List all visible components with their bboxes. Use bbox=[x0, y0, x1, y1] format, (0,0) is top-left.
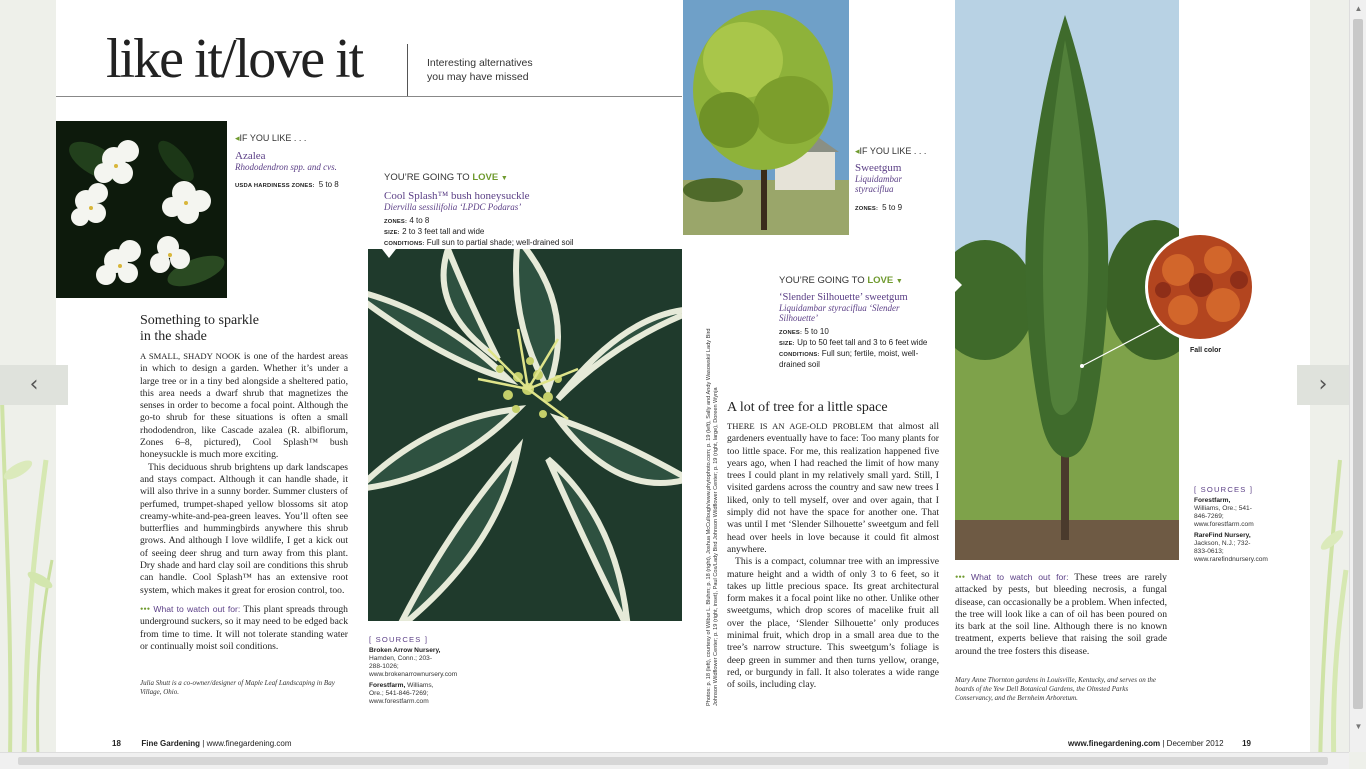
azalea-botanical: Rhododendron spp. and cvs. bbox=[235, 162, 337, 172]
fall-color-caption: Fall color bbox=[1190, 347, 1222, 354]
slender-silhouette-callout bbox=[779, 275, 939, 370]
arrow-down-icon: ▼ bbox=[1354, 722, 1363, 731]
title-divider bbox=[407, 44, 408, 96]
size-value: Up to 50 feet tall and 3 to 6 feet wide bbox=[797, 338, 928, 347]
going-to-love-label: YOU’RE GOING TO bbox=[384, 172, 470, 183]
zones-value: 4 to 8 bbox=[409, 216, 430, 225]
pointer-left-icon: ◂ bbox=[855, 146, 860, 156]
slender-botanical: Liquidambar styraciflua ‘Slender Silhouette’ bbox=[779, 303, 900, 323]
sweetgum-photo bbox=[683, 0, 849, 235]
header-rule bbox=[56, 96, 682, 97]
right-article-body bbox=[727, 420, 939, 692]
sweetgum-callout bbox=[855, 146, 951, 215]
horizontal-scrollbar[interactable] bbox=[0, 752, 1349, 769]
honeysuckle-name: Cool Splash™ bush honeysuckle bbox=[384, 190, 530, 202]
chevron-left-icon: ‹ bbox=[29, 372, 39, 397]
section-subtitle bbox=[427, 57, 533, 84]
love-label: LOVE bbox=[867, 275, 894, 286]
vertical-scrollbar[interactable] bbox=[1349, 0, 1366, 752]
photo-pointer bbox=[382, 249, 396, 258]
zones-value: 5 to 10 bbox=[804, 327, 829, 336]
if-you-like-label: IF YOU LIKE . . . bbox=[239, 133, 307, 143]
subtitle-line-1: Interesting alternatives bbox=[427, 57, 533, 69]
left-folio bbox=[112, 739, 292, 748]
size-label: SIZE: bbox=[779, 341, 795, 347]
left-article-body bbox=[140, 350, 348, 653]
zones-label: USDA HARDINESS ZONES: bbox=[235, 183, 315, 189]
next-page-button[interactable] bbox=[1297, 365, 1349, 405]
pointer-left-icon: ◂ bbox=[235, 133, 240, 143]
photo-credits: Photos: p. 18 (left), courtesy of Wilbur L. Bluhm; p. 18 (right), Joshua McCullough/www.phytophoto.com; p. 19 (left), Sally and Andy Wasowski/ Lady Bird Johnson Wildflower Center; p. 19 (right, inset), Paul Cox/Lady Bird Johnson Wildflower Center; p. 19 (right, large), Doreen Wynja bbox=[706, 328, 719, 706]
conditions-value: Full sun to partial shade; well-drained soil bbox=[426, 238, 574, 247]
grass-decoration-right bbox=[1310, 420, 1350, 768]
scroll-thumb[interactable] bbox=[1353, 19, 1363, 709]
pointer-down-icon: ▼ bbox=[500, 175, 508, 182]
page-number: 18 bbox=[112, 739, 121, 748]
right-sources bbox=[1194, 485, 1268, 564]
issue-date: | December 2012 bbox=[1160, 739, 1224, 748]
conditions-label: CONDITIONS: bbox=[779, 352, 820, 358]
paragraph-1: that almost all gardeners eventually have to face: Too many plants for too little space. For me, this realization happened five years ago, when I had reached the limit of how many trees I could plant in my relatively small yard. Still, I visited gardens across the country and saw new trees I liked, only to tell myself, over and over again, that I simply did not have the space for another one. That was until I met ‘Slender Silhouette’ sweetgum and fell head over heels in love because it could fit almost anywhere. bbox=[727, 421, 939, 555]
magazine-name: Fine Gardening bbox=[141, 739, 201, 748]
source-info: Jackson, N.J.; 732-833-0613; www.rarefindnursery.com bbox=[1194, 540, 1268, 563]
paragraph-2: This deciduous shrub brightens up dark landscapes and stays compact. Although it can handle shade, it will also thrive in a sunny border. Summer clusters of perfumed, trumpet-shaped yellow blossoms sit atop creamy-white-and-pea-green leaves. You’ll often see butterflies and hummingbirds anywhere this shrub grows. And although I love wildlife, I get a kick out of seeing deer shrug and turn away from this plant. Dry shade and hard clay soil are conditions this shrub can handle. Cool Splash™ has an extensive root system, which makes it great for erosion control, too. bbox=[140, 461, 348, 596]
going-to-love-label: YOU’RE GOING TO bbox=[779, 275, 865, 286]
watch-text: This plant spreads through underground suckers, so it may need to be edged back from time to time. It will not tolerate standing water or continually moist soil conditions. bbox=[140, 603, 348, 652]
lead-in: A SMALL, SHADY NOOK bbox=[140, 351, 241, 361]
zones-label: ZONES: bbox=[779, 330, 803, 336]
azalea-name: Azalea bbox=[235, 150, 266, 162]
scroll-up-button[interactable] bbox=[1350, 0, 1366, 17]
if-you-like-label: IF YOU LIKE . . . bbox=[859, 146, 927, 156]
zones-label: ZONES: bbox=[855, 206, 879, 212]
left-byline: Julia Shutt is a co-owner/designer of Maple Leaf Landscaping in Bay Village, Ohio. bbox=[140, 679, 335, 696]
honeysuckle-botanical: Diervilla sessilifolia ‘LPDC Podaras’ bbox=[384, 202, 522, 212]
zones-value: 5 to 9 bbox=[882, 203, 903, 212]
page-number: 19 bbox=[1242, 739, 1251, 748]
paragraph-2: This is a compact, columnar tree with an impressive mature height and a width of only 3 to 6 feet, so it takes up little precious space. Its great architectural form makes it a focal point like no other. Unlike other sweetgums, which drop scores of macelike fruit all over the place, ‘Slender Silhouette’ only produces minimal fruit, which drop in a small area due to the tree’s narrow structure. This sweetgum’s foliage is deep green in summer and then turns yellow, orange, red, or burgundy in fall. It also tolerates a wide range of soils, including clay. bbox=[727, 556, 939, 691]
right-watch-out bbox=[955, 571, 1167, 658]
left-sources bbox=[369, 635, 458, 706]
arrow-up-icon: ▲ bbox=[1354, 4, 1363, 13]
sweetgum-botanical-2: styraciflua bbox=[855, 184, 894, 194]
slender-name: ‘Slender Silhouette’ sweetgum bbox=[779, 292, 908, 303]
honeysuckle-photo bbox=[368, 249, 682, 621]
lead-in: THERE IS AN AGE-OLD PROBLEM bbox=[727, 421, 874, 431]
magazine-url: | www.finegardening.com bbox=[200, 739, 292, 748]
size-value: 2 to 3 feet tall and wide bbox=[402, 227, 485, 236]
conditions-label: CONDITIONS: bbox=[384, 241, 425, 247]
heading-line-1: Something to sparkle bbox=[140, 313, 259, 328]
azalea-photo bbox=[56, 121, 227, 298]
subtitle-line-2: you may have missed bbox=[427, 70, 529, 83]
watch-label: What to watch out for: bbox=[153, 603, 241, 614]
sources-heading: [ SOURCES ] bbox=[1194, 485, 1254, 494]
source-name: Forestfarm, bbox=[369, 682, 406, 689]
dots-icon: ••• bbox=[955, 572, 966, 583]
dots-icon: ••• bbox=[140, 603, 151, 615]
sources-heading: [ SOURCES ] bbox=[369, 635, 429, 644]
left-article-heading bbox=[140, 313, 259, 345]
watch-text: These trees are rarely attacked by pests, but bleeding necrosis, a fungal disease, can occasionally be a problem. When infected, the tree will look like a can of oil has been poured on its bark at the soil line. Although there is no known treatment, experts believe that raising the soil grade around the tree fosters this disease. bbox=[955, 572, 1167, 657]
grass-decoration-left bbox=[0, 380, 60, 760]
source-info: Williams, Ore.; 541-846-7269; www.forestfarm.com bbox=[1194, 505, 1254, 528]
source-name: Broken Arrow Nursery, bbox=[369, 647, 441, 654]
magazine-url: www.finegardening.com bbox=[1068, 739, 1161, 748]
chevron-right-icon: › bbox=[1318, 372, 1328, 397]
sweetgum-name: Sweetgum bbox=[855, 162, 902, 174]
right-folio bbox=[1068, 739, 1251, 748]
pointer-down-icon: ▼ bbox=[895, 278, 903, 285]
honeysuckle-callout bbox=[384, 172, 674, 249]
azalea-callout bbox=[235, 133, 365, 192]
conditions-value: Full sun; fertile, moist, well-drained soil bbox=[779, 349, 919, 369]
scroll-down-button[interactable] bbox=[1350, 718, 1366, 735]
source-name: Forestfarm, bbox=[1194, 497, 1231, 504]
sweetgum-botanical-1: Liquidambar bbox=[855, 174, 903, 184]
inset-connector bbox=[1080, 320, 1170, 370]
source-name: RareFind Nursery, bbox=[1194, 532, 1251, 539]
watch-label: What to watch out for: bbox=[970, 572, 1069, 582]
love-label: LOVE bbox=[472, 172, 499, 183]
photo-pointer bbox=[955, 278, 962, 292]
zones-value: 5 to 8 bbox=[318, 180, 339, 189]
paragraph-1: is one of the hardest areas in which to design a garden. Whether it’s under a large tree or in a tiny bed alongside a sheltered patio, this area needs a dwarf shrub that magnetizes the senses in order to become a focal point. Although the go-to shrub for these situations is often a small rhododendron, like Cascade azalea (R. albiflorum, Zones 6–8, pictured), Cool Splash™ bush honeysuckle is much more exciting. bbox=[140, 351, 348, 461]
right-article-heading: A lot of tree for a little space bbox=[727, 400, 888, 415]
horizontal-scroll-thumb[interactable] bbox=[18, 757, 1328, 765]
source-info: Williams, Ore.; 541-846-7269; www.forestfarm.com bbox=[369, 682, 434, 705]
heading-line-2: in the shade bbox=[140, 329, 207, 344]
right-byline: Mary Anne Thornton gardens in Louisville, Kentucky, and serves on the boards of the Yew Dell Botanical Gardens, the Olmsted Parks Conservancy, and the Bernheim Arboretum. bbox=[955, 676, 1157, 702]
zones-label: ZONES: bbox=[384, 219, 408, 225]
size-label: SIZE: bbox=[384, 230, 400, 236]
section-title: like it/love it bbox=[106, 28, 363, 90]
source-info: Hamden, Conn.; 203-288-1026; www.brokenarrownursery.com bbox=[369, 655, 458, 678]
previous-page-button[interactable] bbox=[0, 365, 68, 405]
